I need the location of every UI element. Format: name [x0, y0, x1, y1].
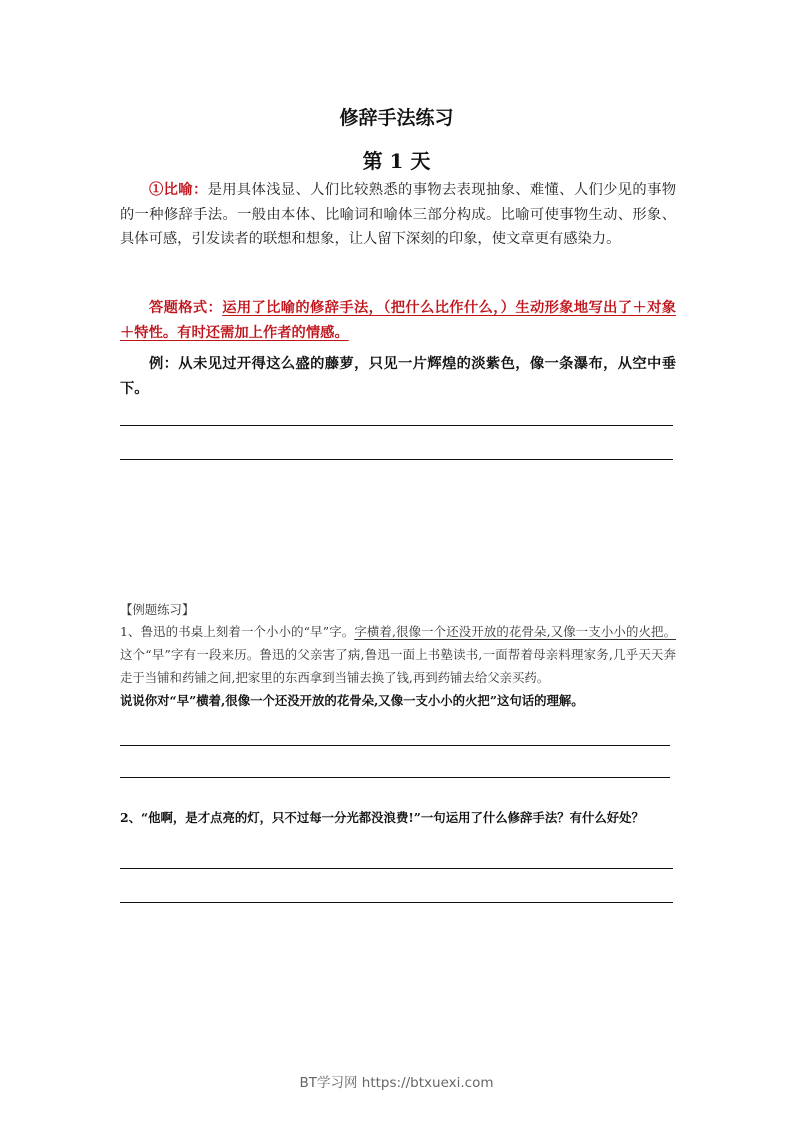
definition-text: 是用具体浅显、人们比较熟悉的事物去表现抽象、难懂、人们少见的事物的一种修辞手法。一般由本体、比喻词和喻体三部分构成。比喻可使事物生动、形象、具体可感，引发读者的联想和想象，让人留下深刻的印象，使文章更有感染力。: [120, 182, 677, 247]
definition-term: ①比喻：: [149, 182, 208, 198]
document-title: 修辞手法练习: [339, 107, 454, 129]
q2-question: 2、“他啊，是才点亮的灯，只不过每一分光都没浪费!”一句运用了什么修辞手法？有什么好处？: [120, 810, 644, 825]
practice-heading: 【例题练习】: [120, 602, 195, 617]
practice-question-1: [120, 620, 676, 712]
practice-question-2: [120, 806, 676, 829]
answer-format-paragraph: [120, 296, 676, 345]
day-heading: 第 1 天: [362, 149, 431, 173]
answer-line[interactable]: [120, 902, 673, 903]
answer-format-text: 运用了比喻的修辞手法，（把什么比作什么，）生动形象地写出了＋对象＋特性。有时还需加上作者的情感。: [120, 300, 677, 341]
answer-line[interactable]: [120, 459, 673, 460]
footer-watermark: BT学习网 https://btxuexi.com: [299, 1075, 494, 1091]
answer-line[interactable]: [120, 868, 673, 869]
answer-line[interactable]: [120, 425, 673, 426]
answer-line[interactable]: [120, 745, 670, 746]
q1-underlined-sentence: 字横着,很像一个还没开放的花骨朵,又像一支小小的火把。: [354, 624, 676, 639]
q1-passage: 这个“早”字有一段来历。鲁迅的父亲害了病,鲁迅一面上书塾读书,一面帮着母亲料理家务,几乎天天奔走于当铺和药铺之间,把家里的东西拿到当铺去换了钱,再到药铺去给父亲买药。: [120, 647, 676, 685]
example-paragraph: 例：从未见过开得这么盛的藤萝，只见一片辉煌的淡紫色，像一条瀑布，从空中垂下。: [120, 356, 676, 397]
definition-paragraph: [120, 178, 676, 252]
answer-format-label: 答题格式：: [149, 300, 223, 316]
q1-intro: 1、鲁迅的书桌上刻着一个小小的“早”字。: [120, 624, 355, 639]
q1-question: 说说你对“早”横着,很像一个还没开放的花骨朵,又像一支小小的火把”这句话的理解。: [120, 693, 584, 708]
answer-line[interactable]: [120, 777, 670, 778]
